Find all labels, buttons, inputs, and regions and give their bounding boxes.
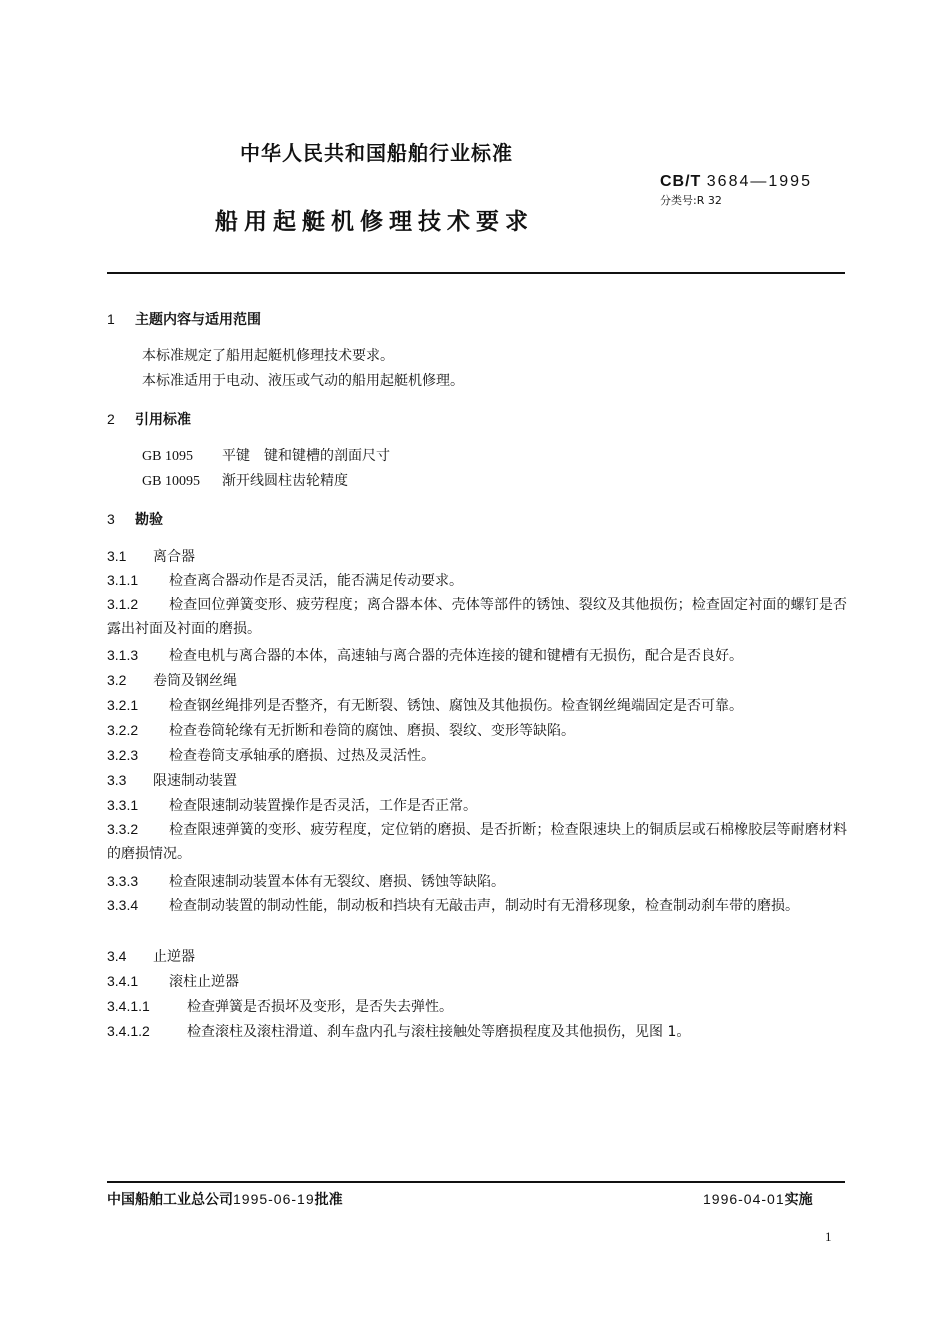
classification-number: 分类号:R 32 <box>660 194 722 207</box>
clause <box>107 695 743 715</box>
clause-text: 滚柱止逆器 <box>169 974 239 990</box>
clause-number: 3.3.1 <box>107 797 139 813</box>
paragraph: 本标准适用于电动、液压或气动的船用起艇机修理。 <box>142 373 464 389</box>
section-3-heading <box>107 509 163 529</box>
section-number: 3 <box>107 511 115 527</box>
footer-rule <box>107 1181 845 1183</box>
clause-text: 离合器 <box>153 549 195 565</box>
reference-item <box>142 470 348 490</box>
reference-title: 平键 键和键槽的剖面尺寸 <box>222 448 390 464</box>
reference-code: GB 10095 <box>142 474 200 489</box>
clause-number: 3.3.2 <box>107 821 139 837</box>
clause-number: 3.2.3 <box>107 747 139 763</box>
clause <box>107 720 575 740</box>
effective-line <box>703 1189 813 1209</box>
section-title: 引用标准 <box>135 412 191 428</box>
clause-number: 3.2.1 <box>107 697 139 713</box>
clause-number: 3.3.4 <box>107 897 139 913</box>
clause-text: 检查卷筒支承轴承的磨损、过热及灵活性。 <box>169 748 435 764</box>
clause <box>107 592 847 641</box>
clause-text: 检查回位弹簧变形、疲劳程度；离合器本体、壳体等部件的锈蚀、裂纹及其他损伤；检查固定衬面的螺钉是否露出衬面及衬面的磨损。 <box>107 597 847 637</box>
clause-text: 检查卷筒轮缘有无折断和卷筒的腐蚀、磨损、裂纹、变形等缺陷。 <box>169 723 575 739</box>
clause-text: 检查电机与离合器的本体，高速轴与离合器的壳体连接的键和键槽有无损伤，配合是否良好。 <box>169 648 743 664</box>
clause-number: 3.4.1.1 <box>107 998 150 1014</box>
clause-text: 检查弹簧是否损坏及变形，是否失去弹性。 <box>187 999 453 1015</box>
clause <box>107 893 847 918</box>
clause-text: 检查限速制动装置操作是否灵活，工作是否正常。 <box>169 798 477 814</box>
reference-title: 渐开线圆柱齿轮精度 <box>222 473 348 489</box>
clause-text: 检查离合器动作是否灵活，能否满足传动要求。 <box>169 573 463 589</box>
clause <box>107 971 239 991</box>
clause-text: 限速制动装置 <box>153 773 237 789</box>
clause-number: 3.4.1 <box>107 973 139 989</box>
clause <box>107 946 195 966</box>
clause-text: 检查限速弹簧的变形、疲劳程度，定位销的磨损、是否折断；检查限速块上的铜质层或石棉橡胶层等耐磨材料的磨损情况。 <box>107 822 847 862</box>
standard-code <box>660 173 812 191</box>
clause <box>107 745 435 765</box>
clause <box>107 670 237 690</box>
org-title: 中华人民共和国船舶行业标准 <box>240 141 513 165</box>
clause-number: 3.4 <box>107 948 127 964</box>
clause <box>107 817 847 866</box>
clause-text: 检查滚柱及滚柱滑道、刹车盘内孔与滚柱接触处等磨损程度及其他损伤，见图 1。 <box>187 1024 691 1040</box>
clause-number: 3.2.2 <box>107 722 139 738</box>
clause-number: 3.3 <box>107 772 127 788</box>
approve-date: 1995-06-19 <box>233 1191 315 1207</box>
clause-text: 检查限速制动装置本体有无裂纹、磨损、锈蚀等缺陷。 <box>169 874 505 890</box>
clause <box>107 645 743 665</box>
clause-number: 3.1.3 <box>107 647 139 663</box>
effective-date: 1996-04-01 <box>703 1191 785 1207</box>
clause <box>107 871 505 891</box>
clause-number: 3.4.1.2 <box>107 1023 150 1039</box>
document-title: 船用起艇机修理技术要求 <box>215 209 534 235</box>
approve-label: 批准 <box>314 1192 343 1208</box>
effective-label: 实施 <box>784 1192 813 1208</box>
clause-text: 检查钢丝绳排列是否整齐，有无断裂、锈蚀、腐蚀及其他损伤。检查钢丝绳端固定是否可靠。 <box>169 698 743 714</box>
clause <box>107 996 453 1016</box>
section-title: 勘验 <box>135 512 163 528</box>
clause-number: 3.1.2 <box>107 596 139 612</box>
section-2-heading <box>107 409 191 429</box>
clause-text: 卷筒及钢丝绳 <box>153 673 237 689</box>
clause <box>107 1021 690 1041</box>
clause-number: 3.1 <box>107 548 127 564</box>
section-number: 2 <box>107 411 115 427</box>
clause-text: 检查制动装置的制动性能，制动板和挡块有无敲击声，制动时有无滑移现象，检查制动刹车带的磨损。 <box>169 898 799 914</box>
approver: 中国船舶工业总公司 <box>107 1192 233 1208</box>
page-number: 1 <box>825 1229 832 1244</box>
clause-number: 3.3.3 <box>107 873 139 889</box>
approval-line <box>107 1189 343 1209</box>
clause-number: 3.1.1 <box>107 572 139 588</box>
standard-prefix: CB/T <box>660 173 702 190</box>
section-1-heading <box>107 309 261 329</box>
clause <box>107 570 463 590</box>
standard-number: 3684—1995 <box>706 173 812 190</box>
reference-code: GB 1095 <box>142 449 193 464</box>
section-title: 主题内容与适用范围 <box>135 312 261 328</box>
paragraph: 本标准规定了船用起艇机修理技术要求。 <box>142 348 394 364</box>
clause-text: 止逆器 <box>153 949 195 965</box>
clause <box>107 770 237 790</box>
clause-number: 3.2 <box>107 672 127 688</box>
header-rule <box>107 272 845 274</box>
reference-item <box>142 445 390 465</box>
clause <box>107 795 477 815</box>
clause <box>107 546 195 566</box>
section-number: 1 <box>107 311 115 327</box>
